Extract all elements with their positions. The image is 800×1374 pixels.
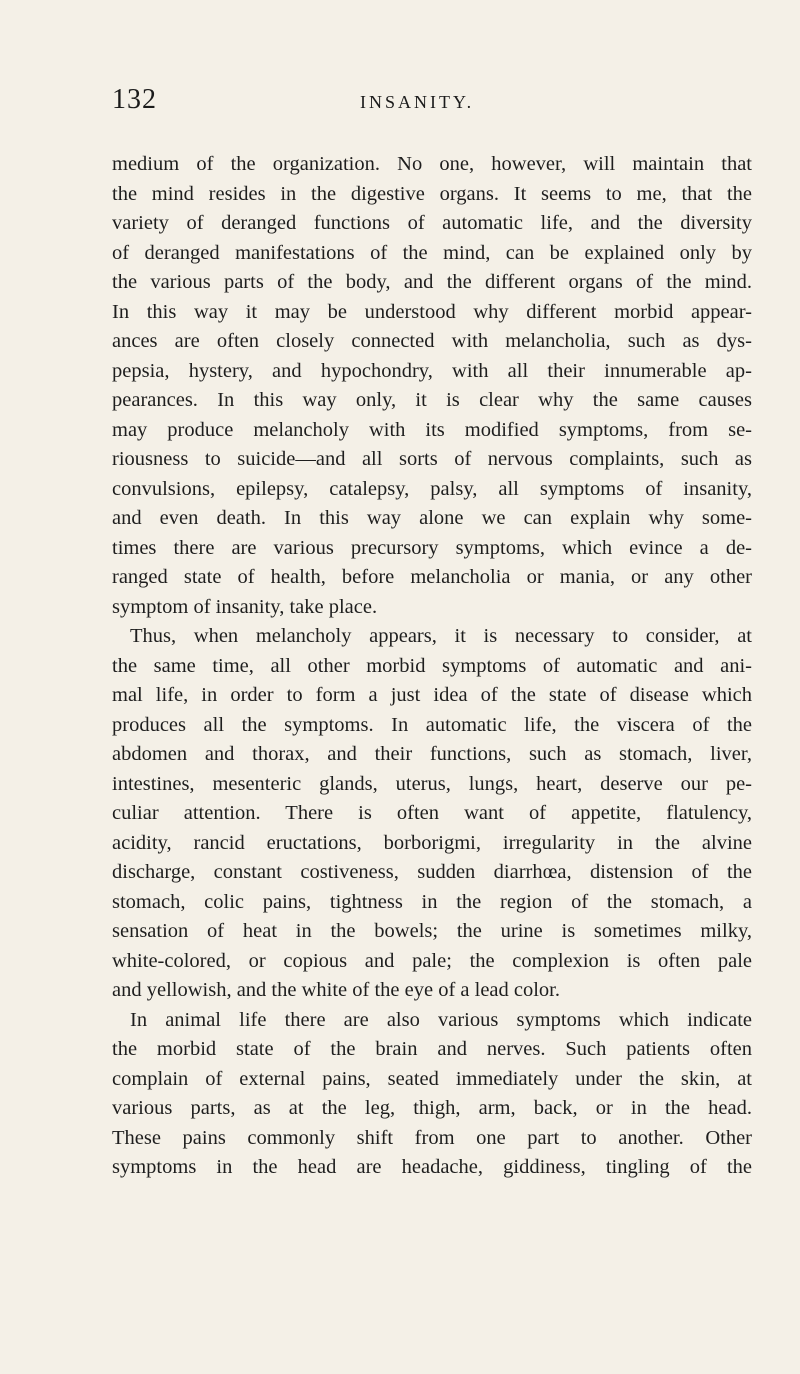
text-line: ances are often closely connected with melancholia, such as dys- (112, 330, 752, 352)
text-line: symptom of insanity, take place. (112, 595, 378, 618)
text-line: various parts, as at the leg, thigh, arm, back, or in the head. (112, 1097, 752, 1119)
text-line: These pains commonly shift from one part to another. Other (112, 1126, 752, 1149)
text-line: ranged state of health, before melancholia or mania, or any other (112, 566, 752, 588)
text-line: the same time, all other morbid symptoms of automatic and ani- (112, 654, 752, 677)
text-line: times there are various precursory symptoms, which evince a de- (112, 536, 752, 559)
body-text (112, 150, 752, 1183)
text-line: In animal life there are also various symptoms which indicate (130, 1008, 752, 1031)
text-line: riousness to suicide—and all sorts of nervous complaints, such as (112, 448, 752, 470)
text-line: abdomen and thorax, and their functions, such as stomach, liver, (112, 743, 752, 765)
text-line: symptoms in the head are headache, giddiness, tingling of the (112, 1156, 752, 1178)
text-line: complain of external pains, seated immediately under the skin, at (112, 1067, 752, 1090)
text-line: produces all the symptoms. In automatic life, the viscera of the (112, 713, 752, 736)
text-line: white-colored, or copious and pale; the complexion is often pale (112, 949, 752, 972)
text-line: acidity, rancid eructations, borborigmi, irregularity in the alvine (112, 831, 752, 854)
text-line: In this way it may be understood why different morbid appear- (112, 300, 752, 323)
text-line: culiar attention. There is often want of appetite, flatulency, (112, 802, 752, 824)
text-line: medium of the organization. No one, however, will maintain that (112, 153, 752, 175)
text-line: the mind resides in the digestive organs. It seems to me, that the (112, 182, 752, 205)
text-line: of deranged manifestations of the mind, can be explained only by (112, 241, 752, 264)
text-line: pearances. In this way only, it is clear why the same causes (112, 389, 752, 411)
text-line: variety of deranged functions of automatic life, and the diversity (112, 212, 752, 234)
text-line: and yellowish, and the white of the eye of a lead color. (112, 979, 561, 1001)
text-line: intestines, mesenteric glands, uterus, lungs, heart, deserve our pe- (112, 772, 752, 795)
text-line: the various parts of the body, and the different organs of the mind. (112, 271, 752, 293)
text-line: pepsia, hystery, and hypochondry, with all their innumerable ap- (112, 359, 752, 382)
text-line: the morbid state of the brain and nerves. Such patients often (112, 1038, 752, 1060)
running-head: INSANITY. (360, 92, 475, 112)
page-number: 132 (112, 84, 157, 115)
text-line: stomach, colic pains, tightness in the region of the stomach, a (112, 890, 752, 913)
page-header (112, 84, 752, 118)
text-line: may produce melancholy with its modified symptoms, from se- (112, 418, 752, 441)
text-line: Thus, when melancholy appears, it is necessary to consider, at (130, 625, 752, 647)
text-line: sensation of heat in the bowels; the urine is sometimes milky, (112, 920, 752, 942)
text-line: discharge, constant costiveness, sudden diarrhœa, distension of the (112, 861, 752, 883)
text-line: mal life, in order to form a just idea of the state of disease which (112, 684, 752, 706)
text-line: and even death. In this way alone we can explain why some- (112, 507, 752, 529)
text-line: convulsions, epilepsy, catalepsy, palsy, all symptoms of insanity, (112, 477, 752, 500)
